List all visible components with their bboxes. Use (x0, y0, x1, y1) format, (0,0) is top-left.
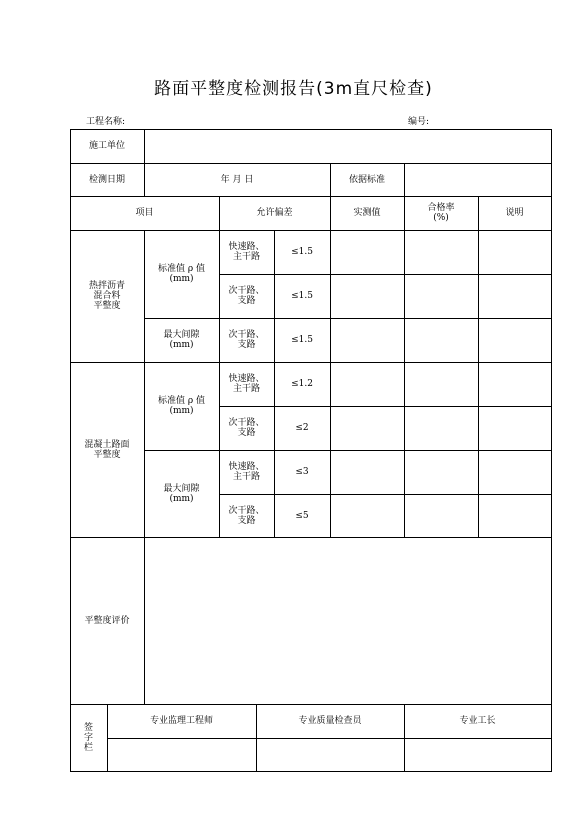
road-type: 快速路、 主干路 (228, 242, 265, 262)
signature-field[interactable] (257, 739, 404, 771)
page-title: 路面平整度检测报告(3m直尺检查) (154, 79, 433, 99)
remark-cell[interactable] (479, 231, 551, 274)
signature-role: 专业质量检查员 (298, 716, 362, 726)
project-name-label: 工程名称: (86, 117, 126, 127)
signature-label: 签 字 栏 (83, 722, 93, 753)
signature-role: 专业监理工程师 (149, 716, 213, 726)
header-tolerance: 允许偏差 (256, 208, 293, 218)
header-remark: 说明 (505, 208, 524, 218)
evaluation-field[interactable] (145, 538, 551, 704)
tolerance-value: ≤2 (295, 423, 309, 433)
tolerance-value: ≤1.5 (291, 247, 313, 257)
date-label: 检测日期 (88, 174, 125, 185)
basis-field[interactable] (405, 164, 551, 196)
signature-field[interactable] (108, 739, 256, 771)
header-item: 项目 (135, 208, 154, 218)
concrete-label: 混凝土路面 平整度 (84, 439, 130, 460)
road-type: 次干路、 支路 (228, 330, 265, 350)
asphalt-std-label: 标准值 ρ 值 (mm) (157, 264, 205, 284)
road-type: 次干路、 支路 (228, 418, 265, 438)
tolerance-value: ≤1.2 (291, 379, 313, 389)
signature-role: 专业工长 (459, 716, 496, 726)
road-type: 快速路、 主干路 (228, 374, 265, 394)
tolerance-value: ≤5 (295, 510, 309, 521)
date-field[interactable]: 年 月 日 (220, 174, 254, 185)
measured-cell[interactable] (331, 231, 404, 274)
signature-field[interactable] (405, 739, 551, 771)
tolerance-value: ≤1.5 (291, 335, 313, 345)
asphalt-gap-label: 最大间隙 (mm) (163, 330, 200, 350)
road-type: 次干路、 支路 (228, 286, 265, 306)
header-pass-rate: 合格率 (%) (427, 203, 455, 223)
pass-rate-cell[interactable] (405, 231, 478, 274)
concrete-std-label: 标准值 ρ 值 (mm) (157, 396, 205, 416)
concrete-gap-label: 最大间隙 (mm) (163, 483, 200, 504)
tolerance-value: ≤1.5 (291, 291, 313, 301)
evaluation-label: 平整度评价 (84, 615, 130, 626)
asphalt-label: 热拌沥青 混合料 平整度 (88, 281, 125, 311)
header-measured: 实测值 (353, 208, 381, 218)
serial-label: 编号: (408, 117, 430, 127)
road-type: 快速路、 主干路 (228, 462, 265, 482)
road-type: 次干路、 支路 (228, 505, 265, 526)
contractor-field[interactable] (145, 130, 551, 163)
basis-label: 依据标准 (348, 174, 385, 185)
tolerance-value: ≤3 (295, 467, 309, 477)
contractor-label: 施工单位 (88, 141, 125, 151)
